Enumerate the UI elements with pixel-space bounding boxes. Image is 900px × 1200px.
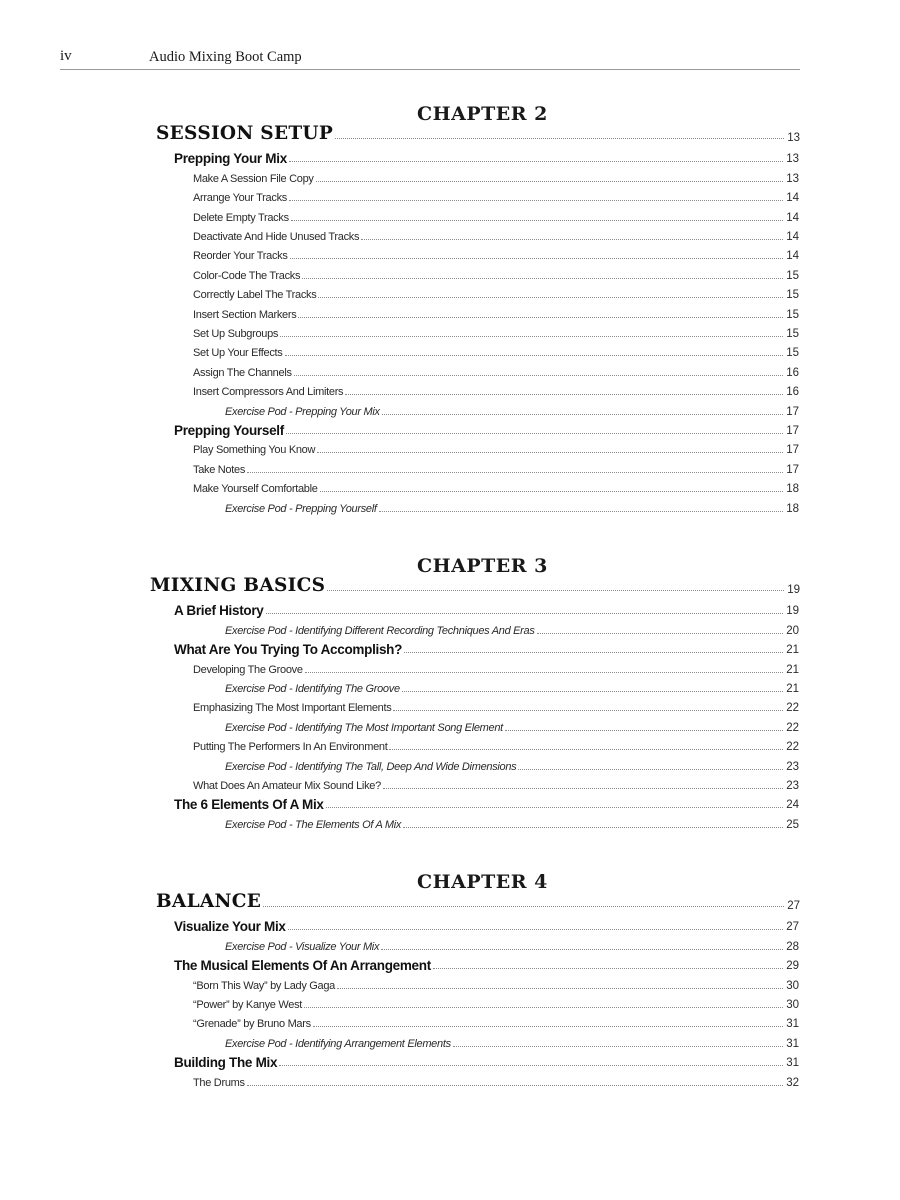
entry-text: Exercise Pod - Prepping Yourself [225, 502, 377, 515]
toc-section[interactable] [174, 147, 799, 166]
toc-section[interactable] [174, 954, 799, 973]
page-ref: 14 [786, 230, 799, 243]
page-ref: 31 [786, 1057, 799, 1070]
dot-leader [403, 827, 783, 828]
toc-subsection[interactable] [193, 341, 799, 360]
chapter-label: CHAPTER 3 [417, 555, 548, 577]
dot-leader [316, 181, 784, 182]
toc-subsection[interactable] [193, 1012, 799, 1031]
dot-leader [291, 220, 783, 221]
page-ref: 13 [786, 172, 799, 185]
dot-leader [279, 1065, 783, 1066]
chapter-title: MIXING BASICS [150, 575, 326, 596]
dot-leader [320, 491, 784, 492]
toc-exercise[interactable] [225, 496, 799, 515]
dot-leader [247, 472, 783, 473]
toc-subsection[interactable] [193, 457, 799, 476]
dot-leader [280, 336, 783, 337]
entry-text: Exercise Pod - Prepping Your Mix [225, 405, 380, 418]
book-title: Audio Mixing Boot Camp [149, 49, 302, 65]
entry-text: Exercise Pod - Identifying Arrangement Elements [225, 1037, 451, 1050]
dot-leader [313, 1026, 783, 1027]
entry-text: “Power” by Kanye West [193, 998, 303, 1011]
entry-text: Delete Empty Tracks [193, 211, 289, 224]
toc-subsection[interactable] [193, 205, 799, 224]
entry-text: Assign The Channels [193, 366, 292, 379]
chapter-label: CHAPTER 4 [417, 871, 548, 893]
toc-subsection[interactable] [193, 1070, 799, 1089]
entry-text: Exercise Pod - Identifying The Most Important Song Element [225, 721, 503, 734]
dot-leader [361, 239, 783, 240]
toc-subsection[interactable] [193, 186, 799, 205]
toc-subsection[interactable] [193, 993, 799, 1012]
page-ref: 16 [786, 386, 799, 399]
page-ref: 17 [786, 463, 799, 476]
page-ref: 27 [786, 921, 799, 934]
chapter-title: SESSION SETUP [156, 123, 334, 144]
page-ref: 32 [786, 1076, 799, 1089]
entry-text: Exercise Pod - Visualize Your Mix [225, 940, 380, 953]
entry-text: Make Yourself Comfortable [193, 483, 318, 496]
page-ref: 28 [786, 940, 799, 953]
entry-text: The Musical Elements Of An Arrangement [174, 958, 431, 974]
toc-exercise[interactable] [225, 754, 799, 773]
entry-text: The Drums [193, 1076, 245, 1089]
running-header [60, 48, 800, 70]
toc-subsection[interactable] [193, 360, 799, 379]
page-ref: 17 [786, 444, 799, 457]
entry-text: The 6 Elements Of A Mix [174, 797, 324, 813]
entry-text: Make A Session File Copy [193, 172, 314, 185]
dot-leader [404, 652, 783, 653]
dot-leader [263, 906, 784, 907]
entry-text: Developing The Groove [193, 663, 303, 676]
dot-leader [537, 633, 784, 634]
chapter-title-row[interactable] [156, 887, 800, 913]
dot-leader [345, 394, 783, 395]
dot-leader [453, 1046, 783, 1047]
entry-text: Exercise Pod - Identifying The Tall, Deep And Wide Dimensions [225, 760, 517, 773]
entry-text: Exercise Pod - Identifying Different Recording Techniques And Eras [225, 624, 535, 637]
page-ref: 27 [787, 900, 800, 912]
entry-text: Deactivate And Hide Unused Tracks [193, 230, 360, 243]
toc-exercise[interactable] [225, 715, 799, 734]
entry-text: Putting The Performers In An Environment [193, 741, 388, 754]
dot-leader [290, 258, 784, 259]
toc-subsection[interactable] [193, 774, 799, 793]
entry-text: Prepping Yourself [174, 422, 284, 438]
entry-text: Insert Section Markers [193, 308, 297, 321]
toc-subsection[interactable] [193, 735, 799, 754]
dot-leader [326, 807, 784, 808]
toc-section[interactable] [174, 599, 799, 618]
entry-text: Correctly Label The Tracks [193, 289, 317, 302]
toc-section[interactable] [174, 638, 799, 657]
dot-leader [305, 672, 784, 673]
dot-leader [393, 710, 783, 711]
entry-text: Reorder Your Tracks [193, 250, 288, 263]
dot-leader [294, 375, 784, 376]
entry-text: Prepping Your Mix [174, 151, 287, 167]
toc-subsection[interactable] [193, 657, 799, 676]
toc-subsection[interactable] [193, 263, 799, 282]
dot-leader [505, 730, 783, 731]
toc-subsection[interactable] [193, 302, 799, 321]
page-ref: 20 [786, 624, 799, 637]
page-ref: 22 [786, 741, 799, 754]
entry-text: A Brief History [174, 603, 264, 619]
page-ref: 21 [786, 663, 799, 676]
entry-text: Visualize Your Mix [174, 919, 286, 935]
toc-subsection[interactable] [193, 244, 799, 263]
page-ref: 21 [786, 644, 799, 657]
dot-leader [382, 414, 784, 415]
chapter-title-row[interactable] [150, 571, 800, 597]
entry-text: Arrange Your Tracks [193, 192, 287, 205]
page-ref: 25 [786, 818, 799, 831]
entry-text: What Does An Amateur Mix Sound Like? [193, 779, 381, 792]
page-ref: 17 [786, 424, 799, 437]
toc-section[interactable] [174, 1051, 799, 1070]
entry-text: Take Notes [193, 463, 246, 476]
page-ref: 15 [786, 347, 799, 360]
toc-exercise[interactable] [225, 399, 799, 418]
dot-leader [335, 138, 784, 139]
page-ref: 31 [786, 1037, 799, 1050]
page-ref: 14 [786, 192, 799, 205]
dot-leader [298, 317, 783, 318]
toc-subsection[interactable] [193, 225, 799, 244]
dot-leader [302, 278, 783, 279]
page-ref: 13 [787, 132, 800, 144]
dot-leader [383, 788, 783, 789]
dot-leader [266, 613, 784, 614]
dot-leader [286, 433, 783, 434]
dot-leader [327, 590, 784, 591]
page-ref: 15 [786, 269, 799, 282]
dot-leader [285, 355, 784, 356]
dot-leader [389, 749, 783, 750]
toc-subsection[interactable] [193, 438, 799, 457]
entry-text: Exercise Pod - The Elements Of A Mix [225, 818, 402, 831]
page-ref: 24 [786, 799, 799, 812]
dot-leader [379, 511, 784, 512]
dot-leader [518, 769, 783, 770]
page-ref: 16 [786, 366, 799, 379]
chapter-label: CHAPTER 2 [417, 103, 548, 125]
dot-leader [317, 452, 783, 453]
page-ref: 23 [786, 760, 799, 773]
dot-leader [318, 297, 783, 298]
page-ref: 18 [786, 502, 799, 515]
chapter-title-row[interactable] [156, 119, 800, 145]
entry-text: What Are You Trying To Accomplish? [174, 642, 403, 658]
page-ref: 30 [786, 998, 799, 1011]
page-ref: 19 [786, 605, 799, 618]
page-ref: 17 [786, 405, 799, 418]
toc-subsection[interactable] [193, 973, 799, 992]
entry-text: Play Something You Know [193, 444, 316, 457]
page-ref: 29 [786, 960, 799, 973]
entry-text: Set Up Subgroups [193, 327, 279, 340]
page-ref: 13 [786, 153, 799, 166]
page-ref: 15 [786, 308, 799, 321]
dot-leader [337, 988, 783, 989]
toc-section[interactable] [174, 915, 799, 934]
entry-text: Color-Code The Tracks [193, 269, 301, 282]
page-ref: 31 [786, 1018, 799, 1031]
toc-subsection[interactable] [193, 322, 799, 341]
toc-subsection[interactable] [193, 283, 799, 302]
toc-subsection[interactable] [193, 166, 799, 185]
entry-text: Building The Mix [174, 1055, 278, 1071]
entry-text: “Born This Way” by Lady Gaga [193, 979, 335, 992]
dot-leader [289, 200, 783, 201]
toc-exercise[interactable] [225, 618, 799, 637]
chapter-title: BALANCE [156, 891, 262, 912]
toc-subsection[interactable] [193, 380, 799, 399]
entry-text: Set Up Your Effects [193, 347, 283, 360]
toc-subsection[interactable] [193, 696, 799, 715]
page-ref: 15 [786, 327, 799, 340]
dot-leader [402, 691, 783, 692]
dot-leader [433, 968, 783, 969]
toc-section[interactable] [174, 793, 799, 812]
page-ref: 23 [786, 779, 799, 792]
page-ref: 15 [786, 289, 799, 302]
toc-section[interactable] [174, 419, 799, 438]
toc-exercise[interactable] [225, 934, 799, 953]
toc-exercise[interactable] [225, 1031, 799, 1050]
dot-leader [289, 161, 783, 162]
page-ref: 30 [786, 979, 799, 992]
entry-text: “Grenade” by Bruno Mars [193, 1018, 311, 1031]
page-ref: 18 [786, 483, 799, 496]
page-ref: 14 [786, 250, 799, 263]
dot-leader [288, 929, 784, 930]
toc-exercise[interactable] [225, 677, 799, 696]
page-number: iv [60, 48, 72, 64]
entry-text: Insert Compressors And Limiters [193, 386, 344, 399]
dot-leader [247, 1085, 784, 1086]
toc-exercise[interactable] [225, 812, 799, 831]
page-ref: 22 [786, 721, 799, 734]
page-ref: 21 [786, 682, 799, 695]
page-ref: 19 [787, 584, 800, 596]
dot-leader [381, 949, 783, 950]
entry-text: Exercise Pod - Identifying The Groove [225, 682, 400, 695]
toc-subsection[interactable] [193, 477, 799, 496]
page-ref: 22 [786, 702, 799, 715]
entry-text: Emphasizing The Most Important Elements [193, 702, 392, 715]
dot-leader [304, 1007, 783, 1008]
page-ref: 14 [786, 211, 799, 224]
